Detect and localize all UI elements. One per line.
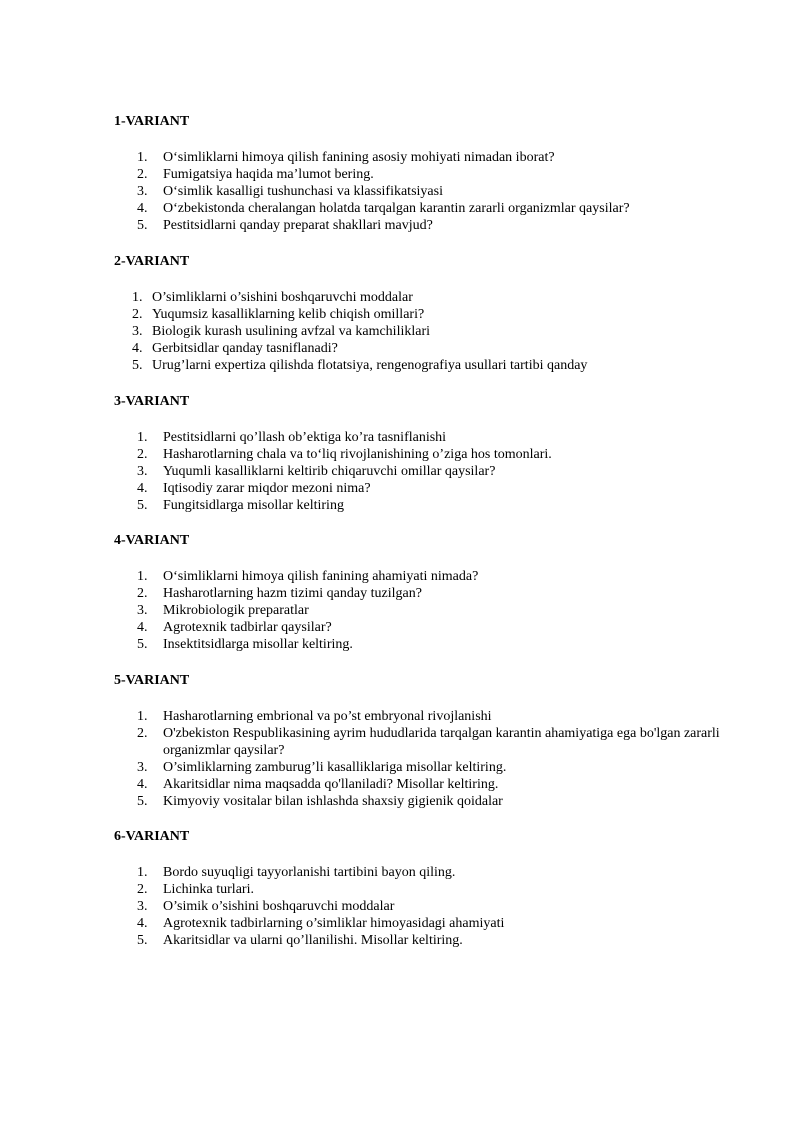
list-item (114, 340, 734, 357)
question-text: Agrotexnik tadbirlarning o’simliklar himoyasidagi ahamiyati (163, 916, 505, 931)
question-text: Hasharotlarning chala va to‘liq rivojlanishining o’ziga hos tomonlari. (163, 447, 552, 462)
question-text: O‘simliklarni himoya qilish fanining ahamiyati nimada? (163, 569, 479, 584)
list-item (114, 864, 734, 881)
question-text: Lichinka turlari. (163, 882, 254, 897)
question-text: Kimyoviy vositalar bilan ishlashda shaxsiy gigienik qoidalar (163, 794, 503, 809)
question-text: O’simliklarning zamburug’li kasalliklariga misollar keltiring. (163, 760, 507, 775)
question-number: 1. (137, 865, 148, 880)
variant-2-section (114, 253, 734, 374)
question-number: 5. (137, 794, 148, 809)
question-text: Akaritsidlar nima maqsadda qo'llaniladi? Misollar keltiring. (163, 777, 499, 792)
question-number: 2. (137, 167, 148, 182)
question-text: O’simik o’sishini boshqaruvchi moddalar (163, 899, 395, 914)
question-text: Fungitsidlarga misollar keltiring (163, 498, 344, 513)
question-number: 2. (137, 726, 148, 741)
question-text: Insektitsidlarga misollar keltiring. (163, 637, 353, 652)
variant-5-section (114, 672, 734, 810)
list-item (114, 217, 734, 234)
question-number: 3. (137, 184, 148, 199)
question-text: Urug’larni expertiza qilishda flotatsiya, rengenografiya usullari tartibi qanday (152, 358, 588, 373)
question-number: 1. (137, 430, 148, 445)
variant-6-section (114, 828, 734, 949)
question-text: Pestitsidlarni qo’llash ob’ektiga ko’ra tasniflanishi (163, 430, 447, 445)
question-text: Biologik kurash usulining avfzal va kamchiliklari (152, 324, 430, 339)
list-item (114, 708, 734, 725)
question-number: 3. (137, 899, 148, 914)
list-item (114, 725, 734, 759)
list-item (114, 497, 734, 514)
list-item (114, 585, 734, 602)
question-text: O‘zbekistonda cheralangan holatda tarqalgan karantin zararli organizmlar qaysilar? (163, 201, 630, 216)
list-item (114, 357, 734, 374)
variant-3-section (114, 393, 734, 514)
question-text: O‘simlik kasalligi tushunchasi va klassifikatsiyasi (163, 184, 443, 199)
variant-5-question-list (114, 708, 734, 810)
question-number: 1. (137, 569, 148, 584)
question-number: 5. (137, 218, 148, 233)
variant-4-title: 4-VARIANT (114, 533, 190, 548)
variant-3-title: 3-VARIANT (114, 394, 190, 409)
question-text: Hasharotlarning hazm tizimi qanday tuzilgan? (163, 586, 422, 601)
question-number: 4. (137, 916, 148, 931)
question-text: Mikrobiologik preparatlar (163, 603, 309, 618)
list-item (114, 636, 734, 653)
list-item (114, 898, 734, 915)
variant-6-title: 6-VARIANT (114, 829, 190, 844)
list-item (114, 568, 734, 585)
question-number: 4. (137, 777, 148, 792)
question-number: 5. (137, 933, 148, 948)
list-item (114, 323, 734, 340)
question-number: 5. (132, 358, 143, 373)
list-item (114, 932, 734, 949)
list-item (114, 602, 734, 619)
question-text: Yuqumsiz kasalliklarning kelib chiqish omillari? (152, 307, 425, 322)
question-number: 4. (137, 620, 148, 635)
list-item (114, 915, 734, 932)
variant-6-question-list (114, 864, 734, 949)
question-text: O'zbekiston Respublikasining ayrim hududlarida tarqalgan karantin ahamiyatiga ega bo'lgan zararli organizmlar qaysilar? (163, 726, 720, 758)
question-number: 3. (137, 603, 148, 618)
list-item (114, 881, 734, 898)
list-item (114, 619, 734, 636)
list-item (114, 480, 734, 497)
question-text: Yuqumli kasalliklarni keltirib chiqaruvchi omillar qaysilar? (163, 464, 496, 479)
variant-1-title: 1-VARIANT (114, 114, 190, 129)
question-text: Iqtisodiy zarar miqdor mezoni nima? (163, 481, 371, 496)
list-item (114, 463, 734, 480)
question-number: 1. (132, 290, 143, 305)
variant-5-title: 5-VARIANT (114, 673, 190, 688)
list-item (114, 429, 734, 446)
question-number: 5. (137, 498, 148, 513)
variant-4-section (114, 532, 734, 653)
question-number: 2. (137, 586, 148, 601)
question-number: 3. (132, 324, 143, 339)
question-text: O’simliklarni o’sishini boshqaruvchi moddalar (152, 290, 413, 305)
question-text: Agrotexnik tadbirlar qaysilar? (163, 620, 332, 635)
question-number: 1. (137, 709, 148, 724)
variant-4-question-list (114, 568, 734, 653)
question-number: 2. (132, 307, 143, 322)
list-item (114, 183, 734, 200)
variant-2-title: 2-VARIANT (114, 254, 190, 269)
question-text: Bordo suyuqligi tayyorlanishi tartibini bayon qiling. (163, 865, 456, 880)
question-number: 1. (137, 150, 148, 165)
list-item (114, 289, 734, 306)
question-text: Fumigatsiya haqida ma’lumot bering. (163, 167, 374, 182)
variant-1-question-list (114, 149, 734, 234)
list-item (114, 306, 734, 323)
variant-1-section (114, 113, 734, 234)
list-item (114, 793, 734, 810)
question-number: 4. (132, 341, 143, 356)
question-text: O‘simliklarni himoya qilish fanining asosiy mohiyati nimadan iborat? (163, 150, 555, 165)
list-item (114, 759, 734, 776)
question-number: 5. (137, 637, 148, 652)
variant-2-question-list (114, 289, 734, 374)
variant-3-question-list (114, 429, 734, 514)
question-text: Hasharotlarning embrional va po’st embryonal rivojlanishi (163, 709, 492, 724)
list-item (114, 200, 734, 217)
question-number: 4. (137, 481, 148, 496)
question-text: Pestitsidlarni qanday preparat shakllari mavjud? (163, 218, 433, 233)
question-number: 3. (137, 464, 148, 479)
question-text: Akaritsidlar va ularni qo’llanilishi. Misollar keltiring. (163, 933, 463, 948)
list-item (114, 149, 734, 166)
question-number: 4. (137, 201, 148, 216)
question-number: 2. (137, 882, 148, 897)
question-number: 3. (137, 760, 148, 775)
list-item (114, 166, 734, 183)
question-text: Gerbitsidlar qanday tasniflanadi? (152, 341, 338, 356)
list-item (114, 446, 734, 463)
list-item (114, 776, 734, 793)
question-number: 2. (137, 447, 148, 462)
